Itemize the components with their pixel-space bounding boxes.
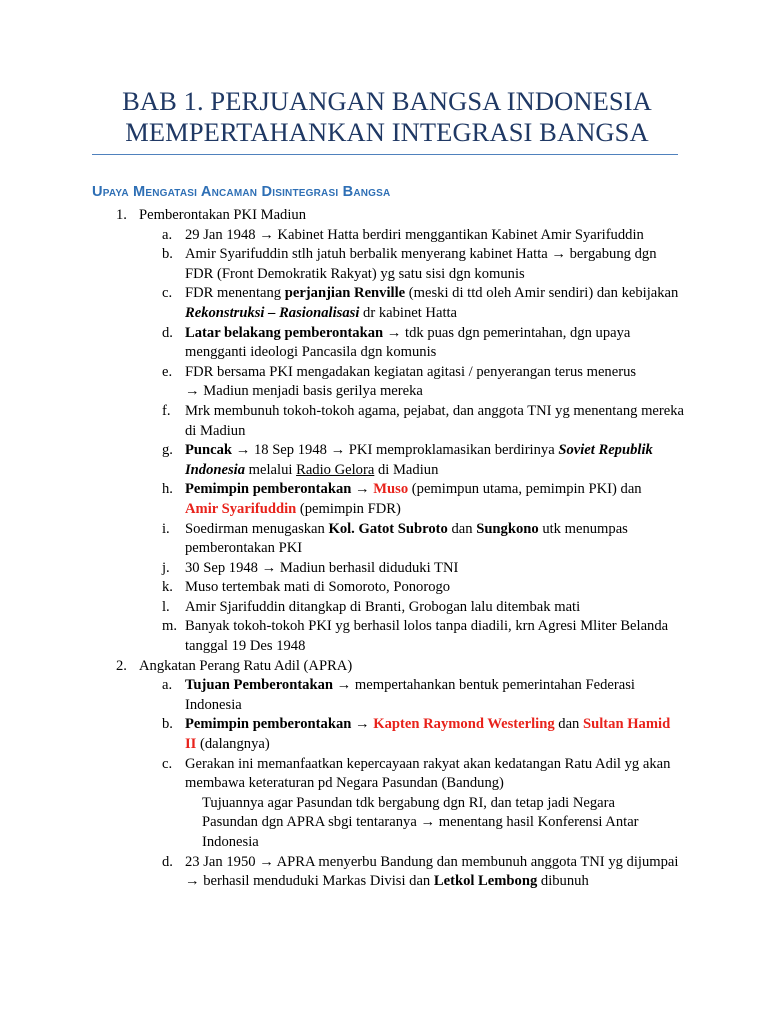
- sub-item: [162, 245, 685, 284]
- bold-italic-term: Soviet Republik Indonesia: [185, 442, 653, 478]
- chapter-title-line-2: MEMPERTAHANKAN INTEGRASI BANGSA: [125, 117, 649, 147]
- sub-item-text: 30 Sep 1948: [185, 559, 262, 576]
- chapter-title-line-1: BAB 1. PERJUANGAN BANGSA INDONESIA: [122, 86, 652, 116]
- sub-item-text: Muso tertembak mati di Somoroto, Ponorogo: [185, 579, 451, 596]
- bold-term: Pemimpin pemberontakan: [185, 716, 352, 733]
- arrow-icon: →: [185, 873, 200, 890]
- bold-term: Pemimpin pemberontakan: [185, 481, 352, 498]
- arrow-icon: →: [336, 677, 352, 694]
- bold-term: Tujuan Pemberontakan: [185, 677, 334, 694]
- sub-item-text: di Madiun: [374, 461, 439, 478]
- sub-item-letter: c.: [162, 755, 173, 772]
- sub-item-letter: h.: [162, 481, 173, 498]
- sub-item: [162, 617, 685, 656]
- section-heading: Upaya Mengatasi Ancaman Disintegrasi Bangsa: [92, 184, 391, 200]
- sub-item-text: PKI memproklamasikan berdirinya: [345, 442, 559, 459]
- sub-item-text: melalui: [245, 461, 297, 478]
- sub-item-letter: l.: [162, 598, 170, 615]
- document-body: [0, 206, 768, 892]
- sub-item-text: dibunuh: [537, 873, 589, 890]
- sub-item: [162, 402, 685, 441]
- sub-item-letter: j.: [162, 559, 170, 576]
- sub-item-text: 23 Jan 1950: [185, 853, 260, 870]
- list-item-label: Angkatan Perang Ratu Adil (APRA): [139, 657, 353, 674]
- sub-item-letter: i.: [162, 520, 170, 537]
- arrow-icon: →: [235, 442, 251, 459]
- sub-item-text: dr kabinet Hatta: [359, 304, 458, 321]
- note-text: menentang hasil Konferensi Antar Indonesia: [202, 814, 639, 850]
- bold-term: Kol. Gatot Subroto: [328, 520, 448, 537]
- sub-item-letter: g.: [162, 442, 173, 459]
- sub-item-letter: d.: [162, 853, 173, 870]
- arrow-icon: →: [259, 853, 274, 870]
- sub-item: [162, 226, 685, 246]
- sub-item-text: tdk puas dgn pemerintahan, dgn upaya mengganti ideologi Pancasila dgn komunis: [185, 324, 631, 361]
- sub-item: [162, 715, 685, 754]
- arrow-icon: →: [386, 324, 402, 341]
- list-item-apra: [0, 657, 768, 892]
- sub-item: [162, 559, 685, 579]
- sub-item: [162, 598, 685, 618]
- sub-item-text: dan: [554, 716, 583, 733]
- sub-item-text: Kabinet Hatta berdiri menggantikan Kabinet Amir Syarifuddin: [273, 226, 644, 243]
- note-text: Tujuannya agar Pasundan tdk bergabung dgn RI, dan tetap jadi Negara Pasundan dgn APRA sbgi tentaranya: [202, 794, 615, 831]
- sub-item-text: FDR menentang: [185, 285, 285, 302]
- list-item-pki-madiun: [0, 206, 768, 657]
- underlined-term: Radio Gelora: [296, 461, 375, 478]
- sub-item: [162, 324, 685, 363]
- sub-item: [162, 441, 685, 480]
- sub-item-letter: a.: [162, 226, 173, 243]
- sub-item-text: (meski di ttd oleh Amir sendiri) dan kebijakan: [405, 285, 679, 302]
- bold-term: Puncak: [185, 442, 233, 459]
- list-item-label: Pemberontakan PKI Madiun: [139, 207, 306, 223]
- arrow-icon: →: [355, 481, 370, 498]
- sub-item-text: Madiun menjadi basis gerilya mereka: [199, 383, 423, 400]
- sub-item-text: berhasil menduduki Markas Divisi dan: [199, 873, 434, 890]
- sub-item: [162, 363, 685, 402]
- highlighted-name: Kapten Raymond Westerling: [373, 716, 555, 733]
- list-number: 2.: [116, 657, 127, 674]
- list-number: 1.: [116, 207, 127, 223]
- arrow-icon: →: [420, 814, 436, 831]
- sub-item-letter: m.: [162, 618, 177, 635]
- arrow-icon: →: [259, 226, 274, 243]
- sub-item-text: Madiun berhasil diduduki TNI: [276, 559, 459, 576]
- sub-item: [162, 480, 685, 519]
- sub-item-text: Amir Syarifuddin stlh jatuh berbalik menyerang kabinet Hatta: [185, 246, 552, 263]
- sub-item: [162, 520, 685, 559]
- sub-item-text: Gerakan ini memanfaatkan kepercayaan rakyat akan kedatangan Ratu Adil yg akan membawa keteraturan pd Negara Pasundan (Bandung): [185, 755, 671, 792]
- sub-item-letter: a.: [162, 677, 173, 694]
- arrow-icon: →: [551, 246, 566, 263]
- chapter-title: [92, 86, 682, 148]
- sub-item-letter: k.: [162, 579, 173, 596]
- sub-item: [162, 853, 685, 892]
- sub-item-letter: e.: [162, 363, 173, 380]
- bold-italic-term: Rekonstruksi – Rasionalisasi: [185, 304, 360, 321]
- sub-item: [162, 755, 685, 794]
- bold-term: Sungkono: [476, 520, 539, 537]
- sub-item-letter: b.: [162, 246, 173, 263]
- sub-item-text: Amir Sjarifuddin ditangkap di Branti, Grobogan lalu ditembak mati: [185, 598, 581, 615]
- sub-item-text: 18 Sep 1948: [250, 442, 331, 459]
- sub-item-text: FDR bersama PKI mengadakan kegiatan agitasi / penyerangan terus menerus: [185, 363, 637, 380]
- sub-item-text: Banyak tokoh-tokoh PKI yg berhasil lolos tanpa diadili, krn Agresi Mliter Belanda tanggal 19 Des 1948: [185, 618, 669, 655]
- sub-item-letter: b.: [162, 716, 173, 733]
- sub-item: [162, 578, 685, 598]
- sub-item-text: APRA menyerbu Bandung dan membunuh anggota TNI yg dijumpai: [273, 853, 679, 870]
- arrow-icon: →: [185, 383, 200, 400]
- sub-item-letter: c.: [162, 285, 173, 302]
- sub-item-text: 29 Jan 1948: [185, 226, 260, 243]
- highlighted-name: Muso: [373, 481, 409, 498]
- sub-item-text: Mrk membunuh tokoh-tokoh agama, pejabat, dan anggota TNI yg menentang mereka di Madiun: [185, 402, 685, 439]
- arrow-icon: →: [355, 716, 370, 733]
- sub-item-letter: d.: [162, 324, 173, 341]
- sub-item: [162, 284, 685, 323]
- bold-term: Letkol Lembong: [433, 873, 538, 890]
- sub-item: [162, 676, 685, 715]
- sub-item-letter: f.: [162, 402, 171, 419]
- bold-term: perjanjian Renville: [284, 285, 406, 302]
- sub-item-text: (pemimpin FDR): [296, 500, 401, 517]
- arrow-icon: →: [261, 559, 277, 576]
- highlighted-name: Sultan Hamid II: [185, 716, 671, 753]
- sub-item-text: utk menumpas pemberontakan PKI: [185, 520, 628, 557]
- sub-item-text: bergabung dgn FDR (Front Demokratik Rakyat) yg satu sisi dgn komunis: [185, 246, 657, 282]
- sub-item-text: (dalangnya): [196, 736, 270, 753]
- sub-item-note: [202, 794, 672, 853]
- bold-term: Latar belakang pemberontakan: [185, 324, 384, 341]
- title-divider: [92, 154, 678, 155]
- sub-item-text: (pemimpun utama, pemimpin PKI) dan: [408, 481, 642, 498]
- highlighted-name: Amir Syarifuddin: [185, 500, 297, 517]
- sub-item-text: mempertahankan bentuk pemerintahan Federasi Indonesia: [185, 677, 635, 713]
- arrow-icon: →: [330, 442, 346, 459]
- sub-item-text: dan: [447, 520, 477, 537]
- sub-item-text: Soedirman menugaskan: [185, 520, 329, 537]
